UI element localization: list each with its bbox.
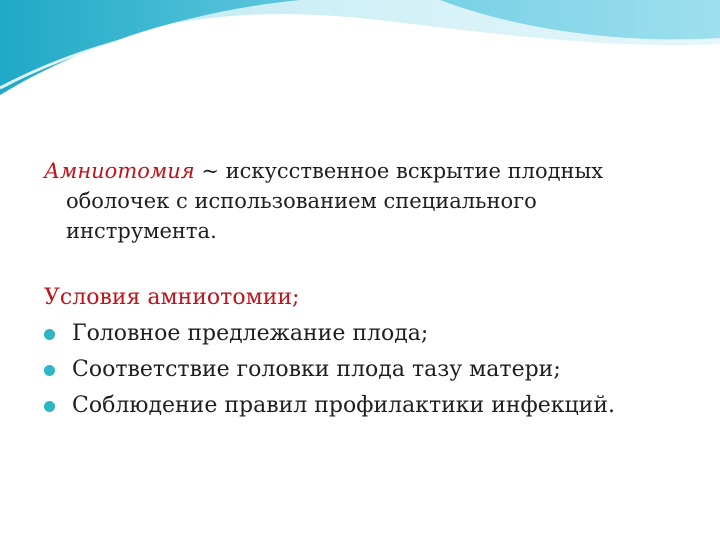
header-wave-decoration bbox=[0, 0, 720, 110]
definition-line-3: инструмента. bbox=[66, 219, 217, 243]
conditions-section bbox=[44, 280, 684, 424]
definition-line-2: оболочек с использованием специального bbox=[66, 189, 537, 213]
definition-line-1 bbox=[44, 156, 684, 186]
list-item bbox=[44, 316, 684, 352]
list-item-label: Соответствие головки плода тазу матери; bbox=[72, 357, 561, 382]
definition-line-1-text: ~ искусственное вскрытие плодных bbox=[194, 159, 604, 183]
bullet-icon bbox=[44, 401, 55, 412]
list-item bbox=[44, 352, 684, 388]
bullet-icon bbox=[44, 365, 55, 376]
conditions-list bbox=[44, 316, 684, 424]
bullet-icon bbox=[44, 329, 55, 340]
list-item bbox=[44, 388, 684, 424]
slide-content bbox=[44, 156, 684, 424]
list-item-label: Головное предлежание плода; bbox=[72, 321, 429, 346]
definition-term: Амниотомия bbox=[44, 159, 195, 183]
definition-paragraph bbox=[44, 156, 684, 246]
conditions-heading: Условия амниотомии; bbox=[44, 285, 300, 310]
list-item-label: Соблюдение правил профилактики инфекций. bbox=[72, 393, 615, 418]
